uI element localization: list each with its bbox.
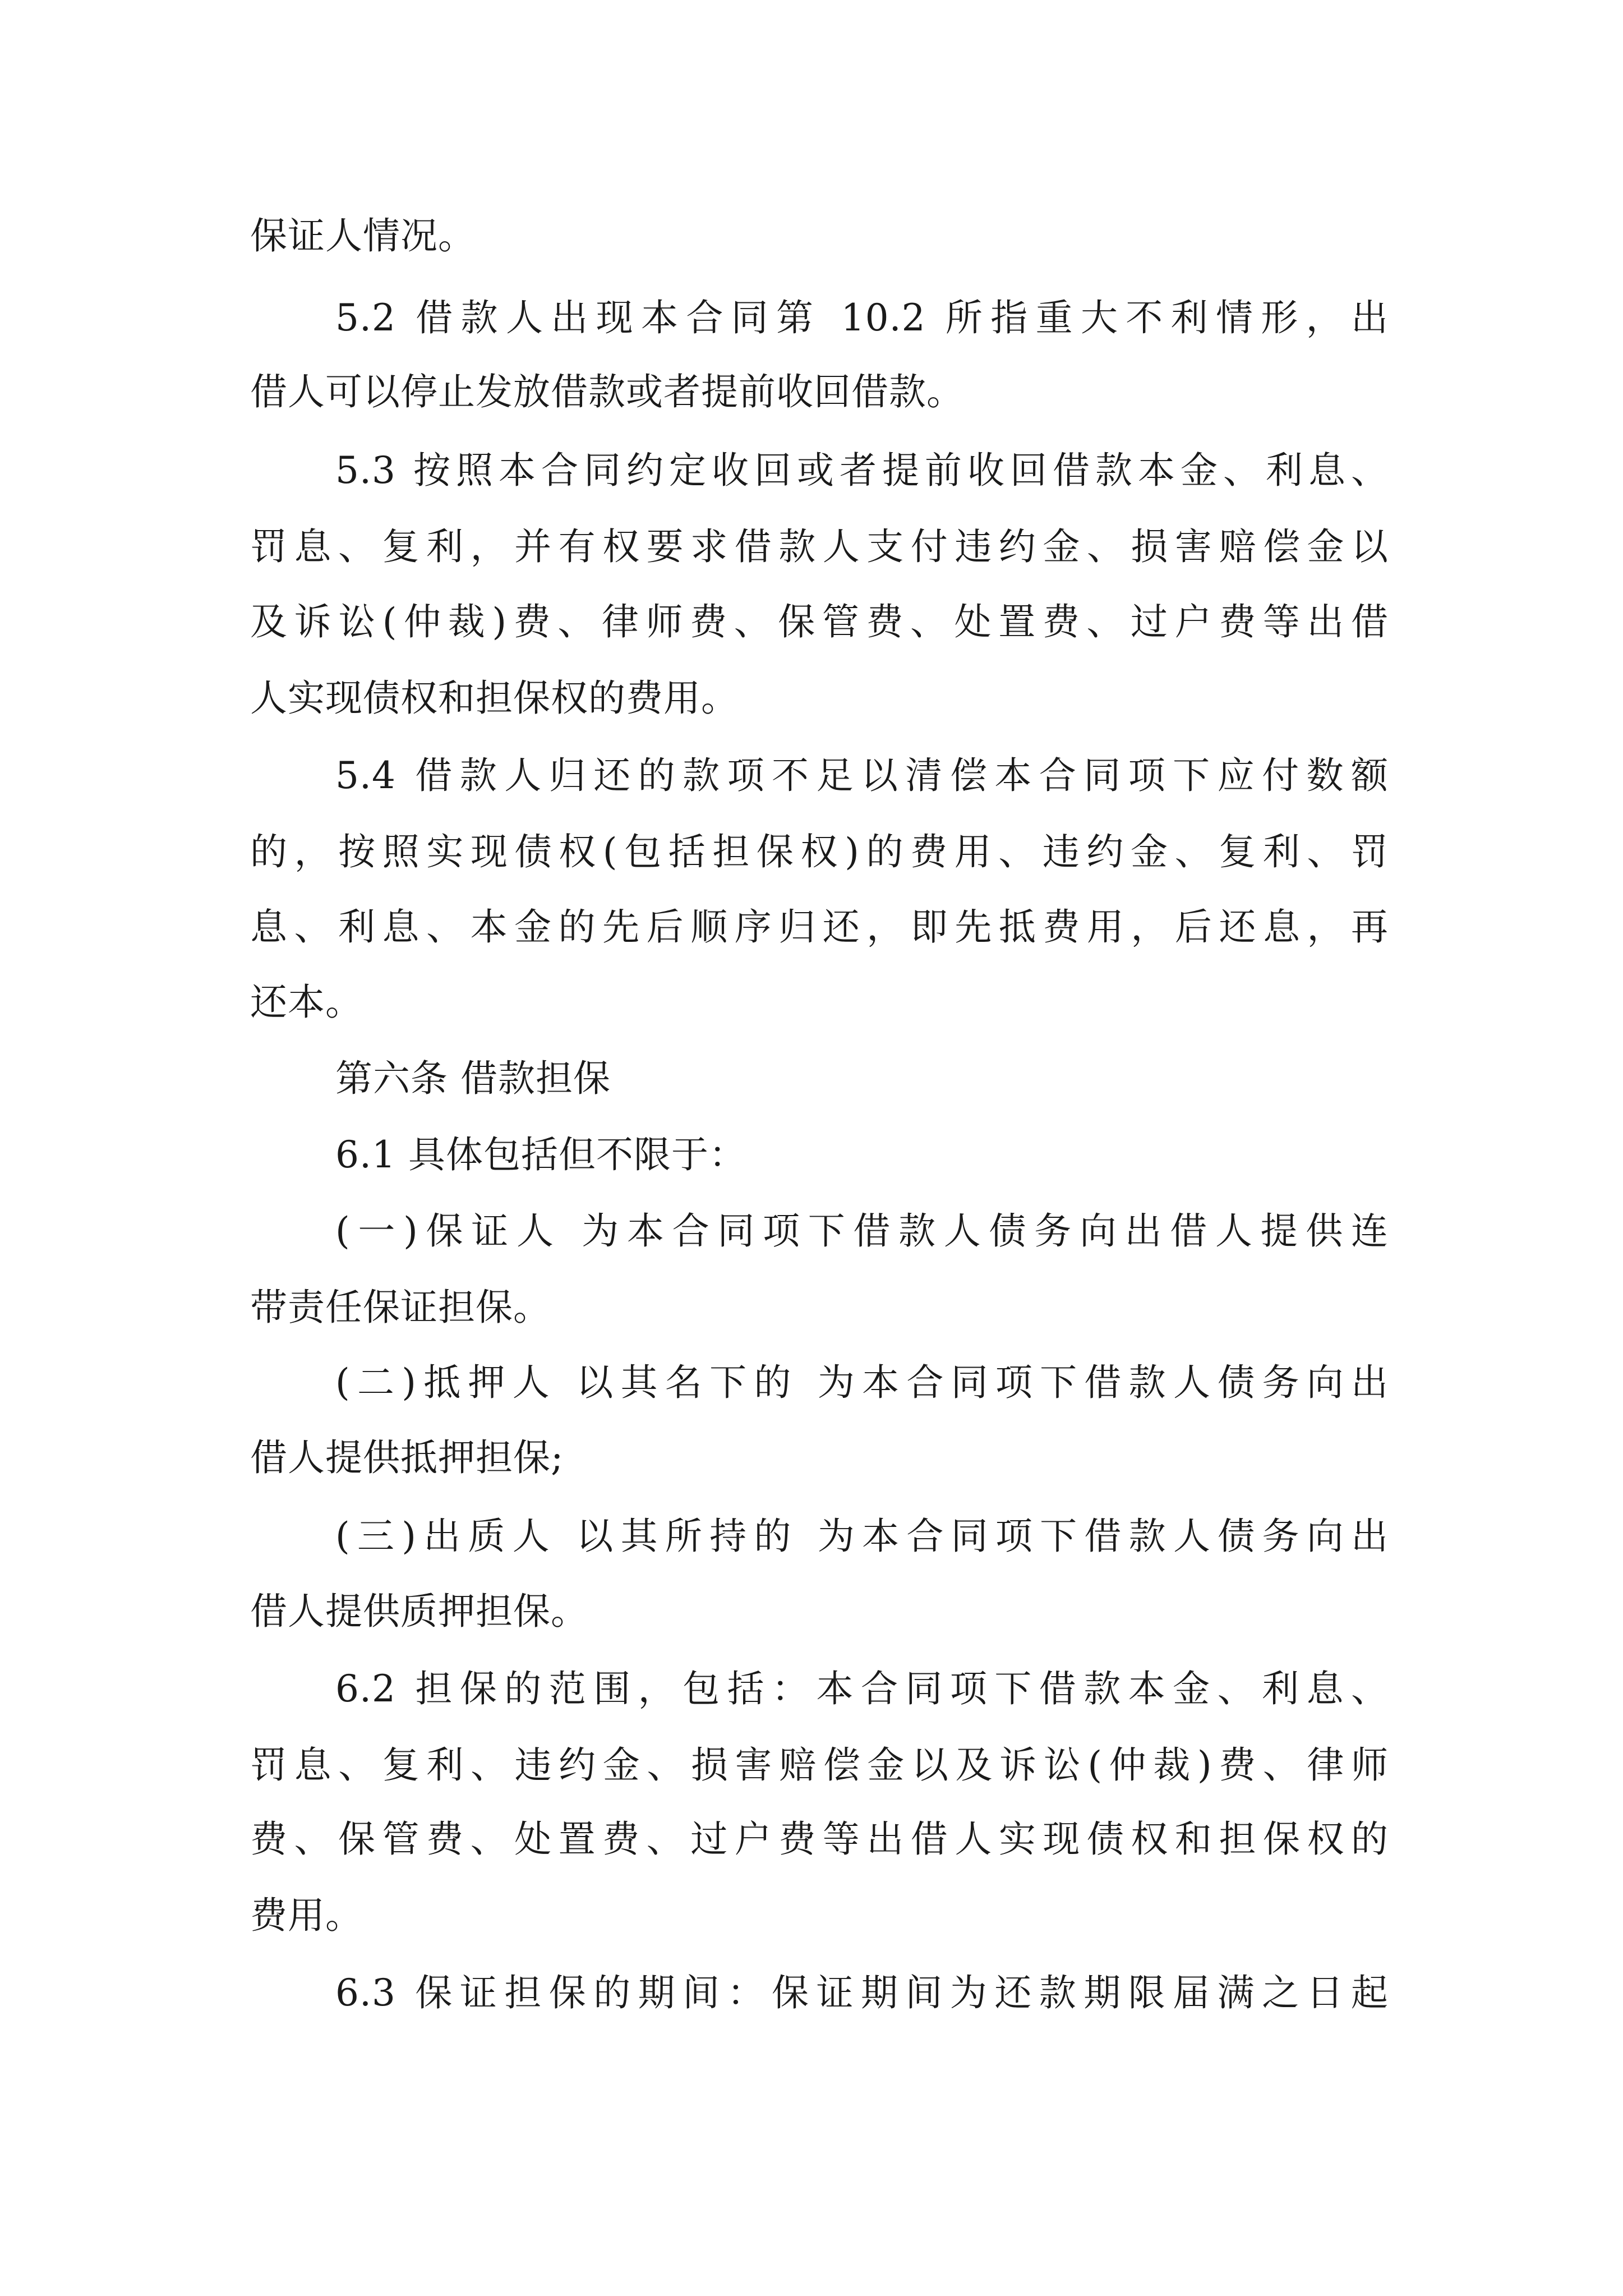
text-line: 保证人情况。 (250, 214, 476, 257)
text-line: 借人提供抵押担保; (250, 1436, 564, 1479)
text-line: 借人提供质押担保。 (250, 1590, 588, 1633)
text-line: 息、利息、本金的先后顺序归还，即先抵费用，后还息，再 (250, 905, 1389, 949)
section-heading: 第六条 借款担保 (335, 1057, 611, 1100)
text-line: 的，按照实现债权(包括担保权)的费用、违约金、复利、罚 (250, 830, 1389, 873)
text-line: 5.3 按照本合同约定收回或者提前收回借款本金、利息、 (335, 449, 1389, 492)
text-line: 5.4 借款人归还的款项不足以清偿本合同项下应付数额 (335, 754, 1389, 797)
text-line: 人实现债权和担保权的费用。 (250, 677, 739, 720)
text-line: (三)出质人 以其所持的 为本合同项下借款人债务向出 (335, 1515, 1389, 1558)
text-line: 罚息、复利、违约金、损害赔偿金以及诉讼(仲裁)费、律师 (250, 1743, 1389, 1787)
text-line: 6.2 担保的范围，包括：本合同项下借款本金、利息、 (335, 1667, 1389, 1710)
text-line: 5.2 借款人出现本合同第 10.2 所指重大不利情形，出 (335, 296, 1389, 339)
text-line: 带责任保证担保。 (250, 1286, 551, 1329)
text-line: 及诉讼(仲裁)费、律师费、保管费、处置费、过户费等出借 (250, 600, 1389, 643)
text-line: (二)抵押人 以其名下的 为本合同项下借款人债务向出 (335, 1361, 1389, 1404)
text-line: 借人可以停止发放借款或者提前收回借款。 (250, 370, 964, 413)
text-line: 费、保管费、处置费、过户费等出借人实现债权和担保权的 (250, 1818, 1389, 1861)
text-line: 还本。 (250, 981, 363, 1024)
text-line: 费用。 (250, 1894, 363, 1937)
text-line: 6.3 保证担保的期间：保证期间为还款期限届满之日起 (335, 1971, 1389, 2014)
text-line: (一)保证人 为本合同项下借款人债务向出借人提供连 (335, 1209, 1389, 1253)
text-line: 罚息、复利，并有权要求借款人支付违约金、损害赔偿金以 (250, 525, 1389, 568)
text-line: 6.1 具体包括但不限于： (335, 1133, 746, 1176)
